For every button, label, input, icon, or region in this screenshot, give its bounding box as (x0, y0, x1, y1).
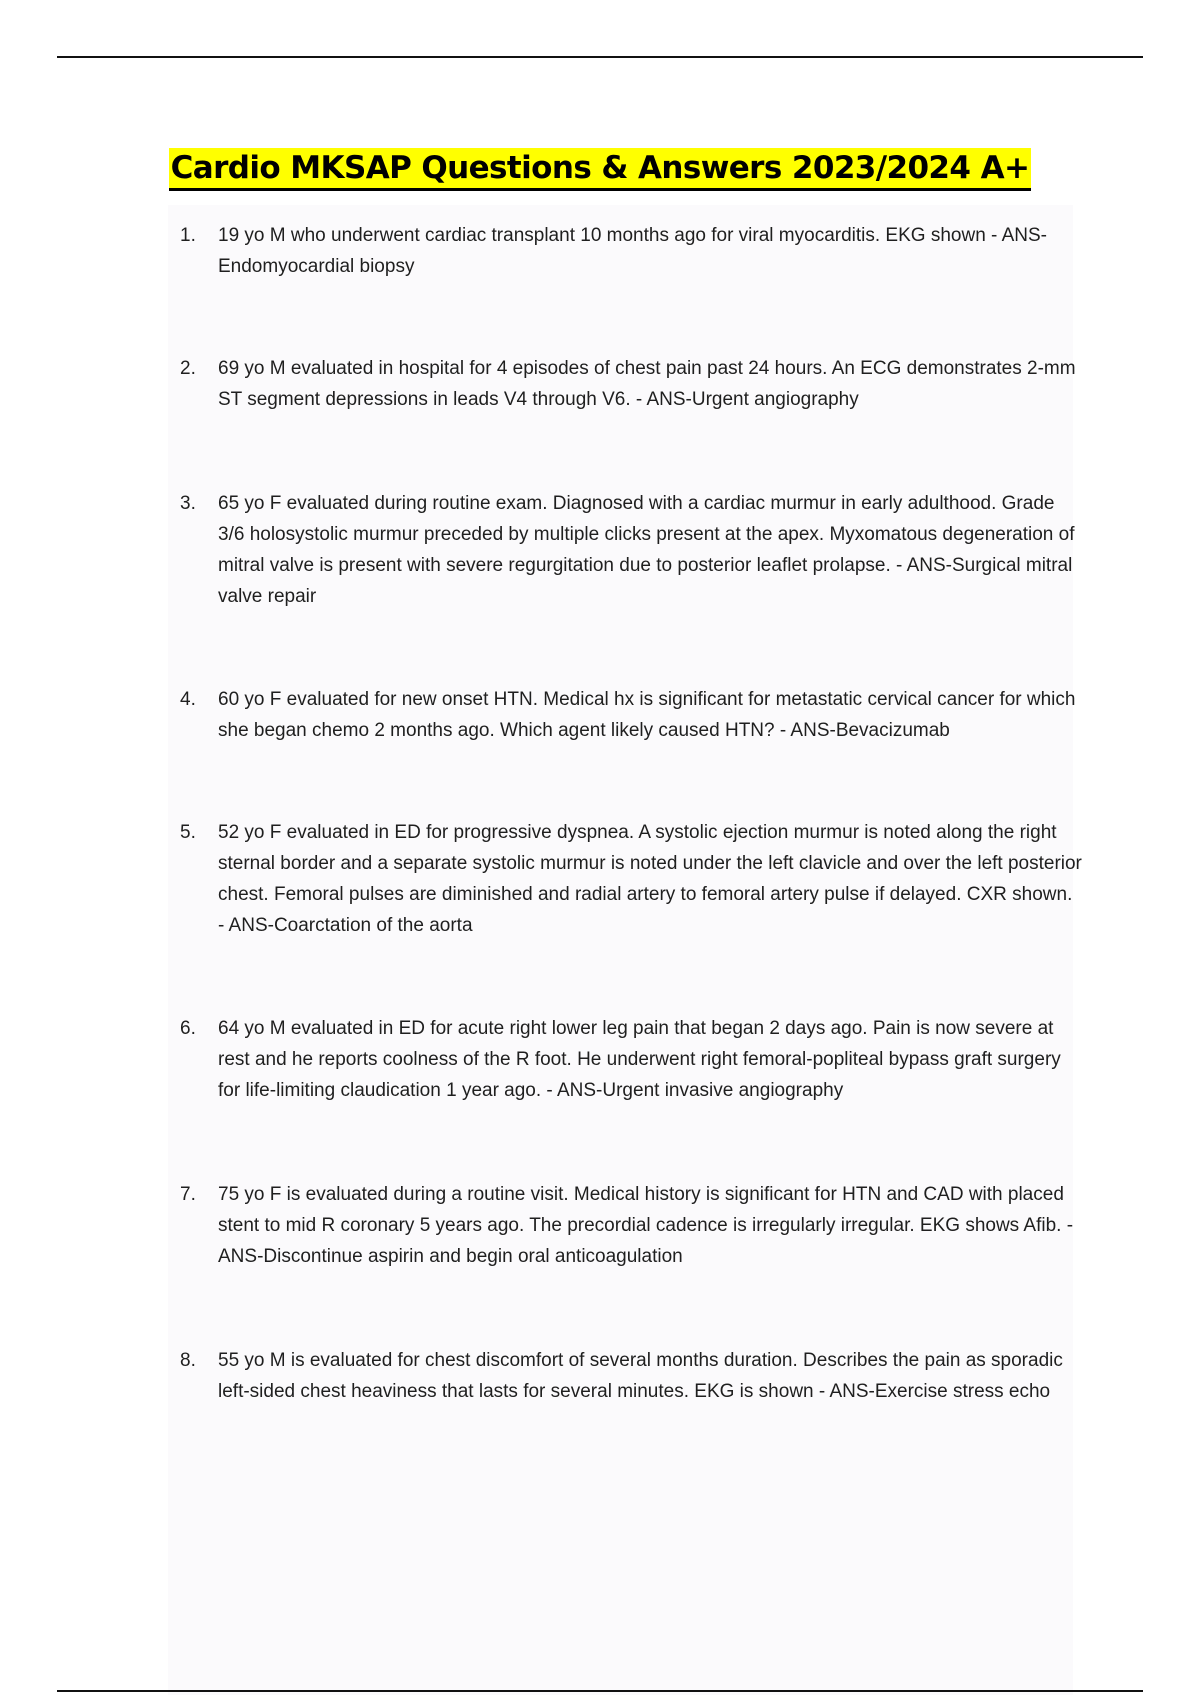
item-number: 1. (180, 225, 196, 246)
item-text: 19 yo M who underwent cardiac transplant 10 months ago for viral myocarditis. EKG shown - ANS-Endomyocardial biopsy (218, 225, 1047, 277)
item-number: 7. (180, 1184, 196, 1205)
list-item (180, 817, 1085, 941)
page-title: Cardio MKSAP Questions & Answers 2023/2024 A+ (169, 148, 1032, 191)
item-number: 3. (180, 493, 196, 514)
list-item (180, 353, 1085, 415)
bottom-rule (57, 1690, 1143, 1692)
item-text: 69 yo M evaluated in hospital for 4 episodes of chest pain past 24 hours. An ECG demonstrates 2-mm ST segment depressions in leads V4 through V6. - ANS-Urgent angiography (218, 358, 1076, 410)
item-text: 64 yo M evaluated in ED for acute right lower leg pain that began 2 days ago. Pain is now severe at rest and he reports coolness of the R foot. He underwent right femoral-popliteal bypass graft surgery for life-limiting claudication 1 year ago. - ANS-Urgent invasive angiography (218, 1018, 1061, 1101)
item-number: 8. (180, 1350, 196, 1371)
item-text: 60 yo F evaluated for new onset HTN. Medical hx is significant for metastatic cervical cancer for which she began chemo 2 months ago. Which agent likely caused HTN? - ANS-Bevacizumab (218, 689, 1076, 741)
item-text: 52 yo F evaluated in ED for progressive dyspnea. A systolic ejection murmur is noted along the right sternal border and a separate systolic murmur is noted under the left clavicle and over the left posterior chest. Femoral pulses are diminished and radial artery to femoral artery pulse if delayed. CXR shown. - ANS-Coarctation of the aorta (218, 822, 1082, 936)
item-number: 4. (180, 689, 196, 710)
list-item (180, 220, 1085, 282)
item-text: 75 yo F is evaluated during a routine visit. Medical history is significant for HTN and CAD with placed stent to mid R coronary 5 years ago. The precordial cadence is irregularly irregular. EKG shows Afib. - ANS-Discontinue aspirin and begin oral anticoagulation (218, 1184, 1074, 1267)
item-number: 5. (180, 822, 196, 843)
list-item (180, 1013, 1085, 1106)
list-item (180, 488, 1085, 612)
item-number: 2. (180, 358, 196, 379)
list-item (180, 684, 1085, 746)
list-item (180, 1345, 1085, 1407)
list-item (180, 1179, 1085, 1272)
item-number: 6. (180, 1018, 196, 1039)
item-text: 55 yo M is evaluated for chest discomfort of several months duration. Describes the pain as sporadic left-sided chest heaviness that lasts for several minutes. EKG is shown - ANS-Exercise stress echo (218, 1350, 1063, 1402)
item-text: 65 yo F evaluated during routine exam. Diagnosed with a cardiac murmur in early adulthood. Grade 3/6 holosystolic murmur preceded by multiple clicks present at the apex. Myxomatous degeneration of mitral valve is present with severe regurgitation due to posterior leaflet prolapse. - ANS-Surgical mitral valve repair (218, 493, 1075, 607)
